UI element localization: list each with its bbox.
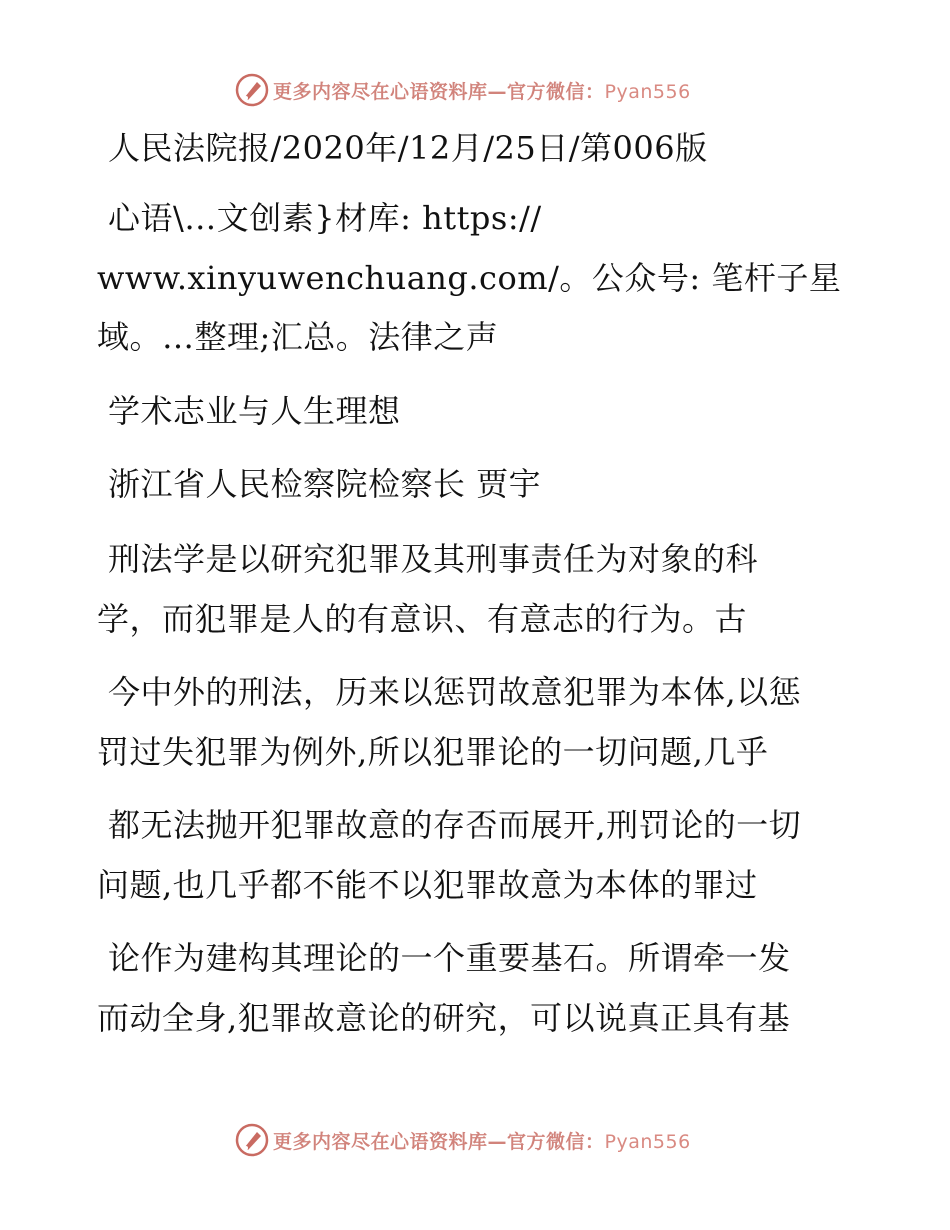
source-line: 域。…整理;汇总。法律之声 <box>97 318 499 356</box>
publication-line: 人民法院报/2020年/12月/25日/第006版 <box>108 129 708 167</box>
pen-nib-logo-icon <box>235 1123 269 1157</box>
body-line: 问题,也几乎都不能不以犯罪故意为本体的罪过 <box>97 866 758 904</box>
body-line: 刑法学是以研究犯罪及其刑事责任为对象的科 <box>108 540 759 578</box>
article-title: 学术志业与人生理想 <box>108 392 401 430</box>
body-line: 今中外的刑法，历来以惩罚故意犯罪为本体,以惩 <box>108 673 802 711</box>
watermark-header <box>235 70 691 110</box>
source-line: www.xinyuwenchuang.com/。公众号: 笔杆子星 <box>97 259 842 297</box>
body-line: 而动全身,犯罪故意论的研究，可以说真正具有基 <box>97 999 791 1037</box>
wechat-id: Pyan556 <box>604 80 691 103</box>
source-line: 心语\…文创素}材库: https:// <box>108 199 542 237</box>
watermark-text: 更多内容尽在心语资料库—官方微信：Pyan556 <box>273 1130 691 1153</box>
watermark-text: 更多内容尽在心语资料库—官方微信：Pyan556 <box>273 80 691 103</box>
watermark-footer <box>235 1120 691 1160</box>
pen-nib-logo-icon <box>235 73 269 107</box>
body-line: 论作为建构其理论的一个重要基石。所谓牵一发 <box>108 939 791 977</box>
body-line: 都无法抛开犯罪故意的存否而展开,刑罚论的一切 <box>108 806 802 844</box>
body-line: 学，而犯罪是人的有意识、有意志的行为。古 <box>97 600 748 638</box>
author-line: 浙江省人民检察院检察长 贾宇 <box>108 465 542 503</box>
body-line: 罚过失犯罪为例外,所以犯罪论的一切问题,几乎 <box>97 733 769 771</box>
wechat-id: Pyan556 <box>604 1130 691 1153</box>
